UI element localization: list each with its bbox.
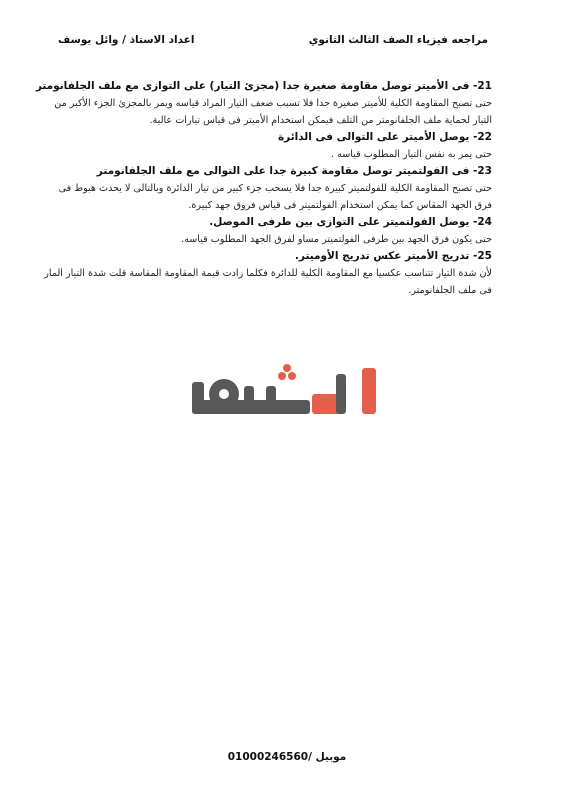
question-answer-23: حتى تصبح المقاومة الكلية للفولتميتر كبيرة جدا فلا يسحب جزء كبير من تيار الدائرة وبالتالى لا يحدث هبوط فى فرق الجهد المقاس كما يمكن استخدام الفولتميتر فى قياس فروق جهد كبيرة.	[58, 183, 492, 211]
page-title: مراجعه فيزياء الصف الثالث الثانوي	[308, 34, 488, 46]
author-credit: اعداد الاستاذ / وائل يوسف	[58, 34, 195, 46]
question-heading-22: 22- يوصل الأميتر على التوالى فى الدائرة	[277, 131, 492, 143]
question-answer-22: حتى يمر به نفس التيار المطلوب قياسه .	[331, 149, 492, 160]
question-heading-23: 23- فى الفولتميتر توصل مقاومة كبيرة جدا على التوالى مع ملف الجلفانومتر	[96, 165, 492, 177]
review-content	[35, 78, 492, 299]
question-answer-21: حتى تصبح المقاومة الكلية للأميتر صغيرة جدا فلا تسبب ضعف التيار المراد قياسه ويمر بالمجزئ الجزء الأكبر من التيار لحماية ملف الجلفانومتر من التلف فيمكن استخدام الأميتر فى قياس تيارات عالية.	[54, 98, 492, 126]
question-answer-24: حتى يكون فرق الجهد بين طرفى الفولتميتر مساو لفرق الجهد المطلوب قياسه.	[181, 234, 492, 245]
question-heading-25: 25- تدريج الأميتر عكس تدريج الأوميتر.	[294, 250, 492, 262]
kashkol-watermark-logo	[186, 360, 386, 440]
question-heading-24: 24- يوصل الفولتميتر على التوازى بين طرفى الموصل.	[209, 216, 492, 228]
phone-number: موبيل /01000246560	[227, 751, 347, 763]
question-answer-25: لأن شدة التيار تتناسب عكسيا مع المقاومة الكلية للدائرة فكلما زادت قيمة المقاومة المقاسة قلت شدة التيار المار فى ملف الجلفانومتر.	[44, 268, 492, 296]
question-heading-21: 21- فى الأميتر توصل مقاومة صغيرة جدا (مجزئ التيار) على التوازى مع ملف الجلفانومتر	[35, 80, 492, 92]
page-header	[58, 34, 488, 46]
